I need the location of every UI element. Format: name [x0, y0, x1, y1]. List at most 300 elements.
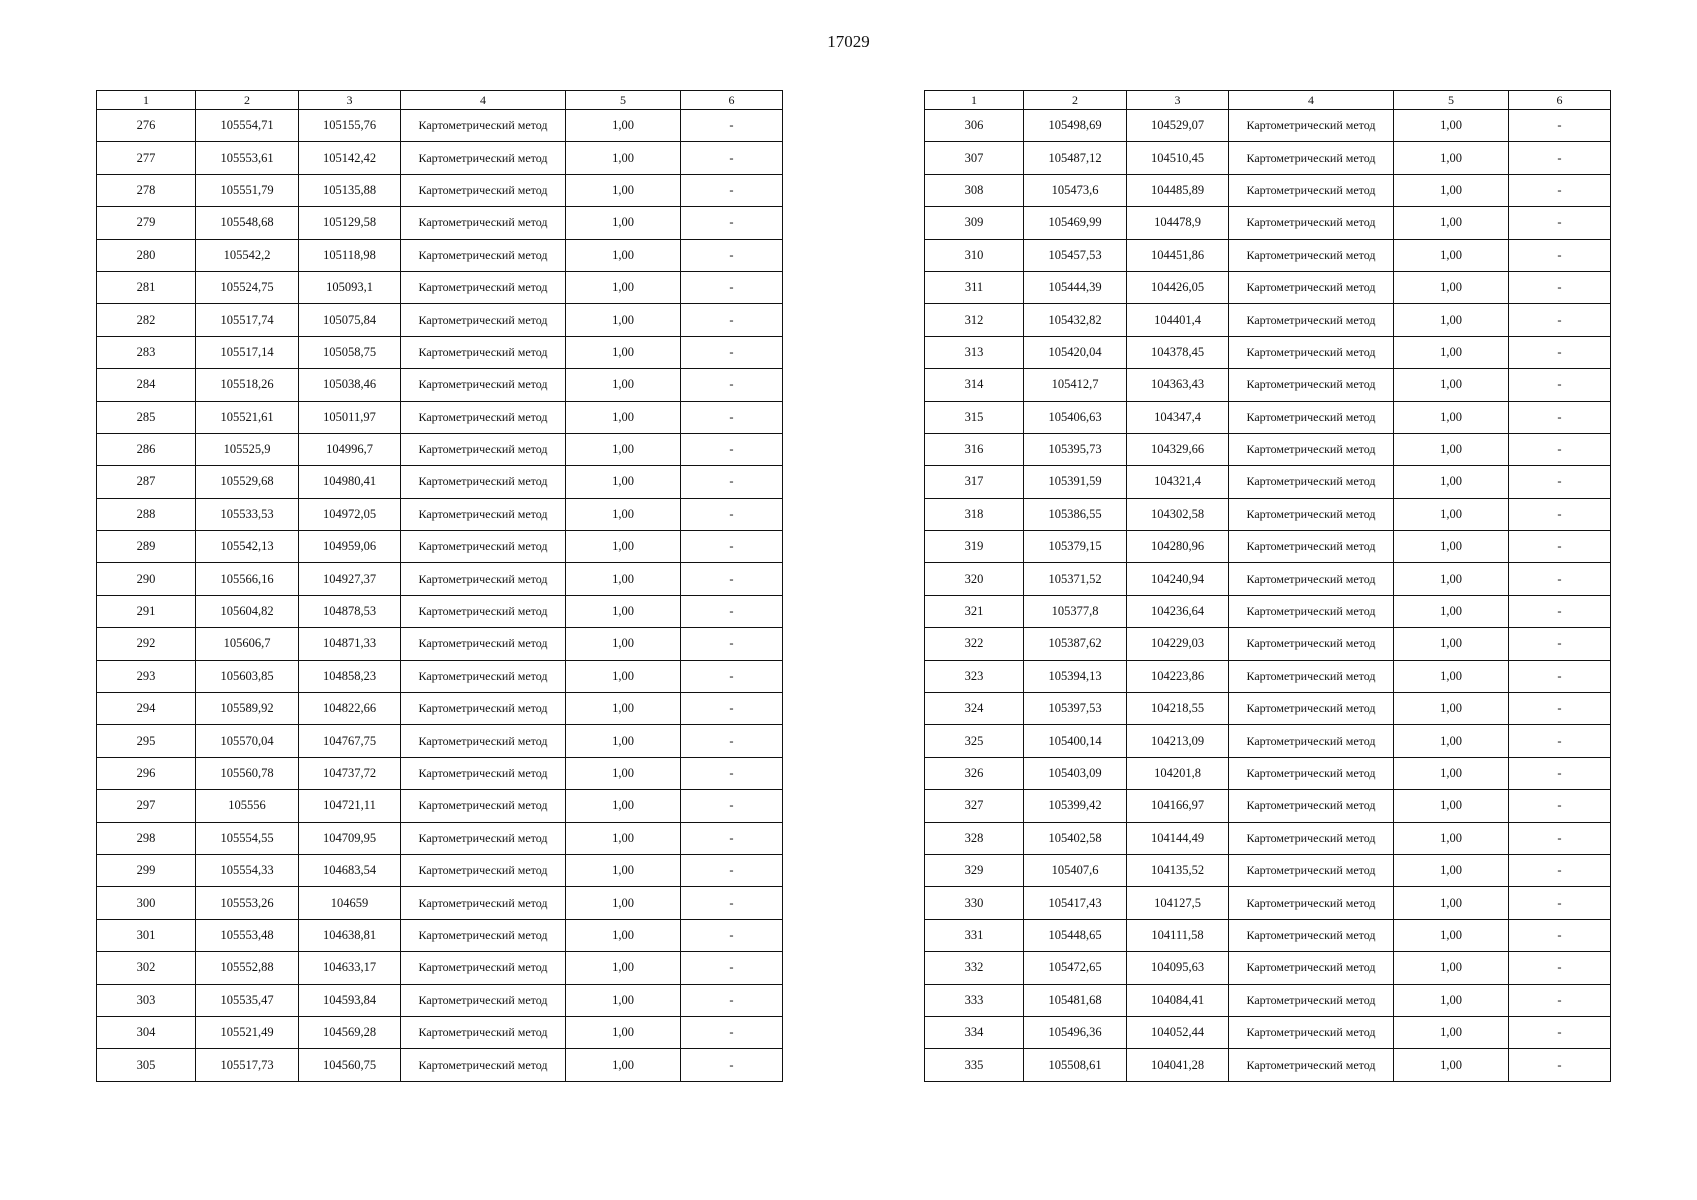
- point-number-cell: 295: [97, 725, 196, 757]
- y-coordinate-cell: 105155,76: [299, 110, 401, 142]
- point-number-cell: 286: [97, 433, 196, 465]
- accuracy-cell: 1,00: [566, 660, 681, 692]
- description-cell: -: [1509, 595, 1611, 627]
- description-cell: -: [1509, 725, 1611, 757]
- y-coordinate-cell: 104347,4: [1127, 401, 1229, 433]
- y-coordinate-cell: 104302,58: [1127, 498, 1229, 530]
- accuracy-cell: 1,00: [1394, 919, 1509, 951]
- table-row: [97, 304, 783, 336]
- method-cell: Картометрический метод: [1229, 110, 1394, 142]
- coordinates-table-right: [924, 90, 1611, 1082]
- table-row: [925, 174, 1611, 206]
- x-coordinate-cell: 105412,7: [1024, 369, 1127, 401]
- method-cell: Картометрический метод: [401, 142, 566, 174]
- y-coordinate-cell: 105011,97: [299, 401, 401, 433]
- table-row: [925, 271, 1611, 303]
- accuracy-cell: 1,00: [1394, 401, 1509, 433]
- description-cell: -: [1509, 952, 1611, 984]
- point-number-cell: 314: [925, 369, 1024, 401]
- y-coordinate-cell: 104451,86: [1127, 239, 1229, 271]
- description-cell: -: [681, 563, 783, 595]
- table-row: [97, 693, 783, 725]
- column-header-2: 2: [196, 91, 299, 110]
- x-coordinate-cell: 105518,26: [196, 369, 299, 401]
- method-cell: Картометрический метод: [1229, 822, 1394, 854]
- accuracy-cell: 1,00: [566, 854, 681, 886]
- x-coordinate-cell: 105457,53: [1024, 239, 1127, 271]
- accuracy-cell: 1,00: [1394, 110, 1509, 142]
- y-coordinate-cell: 104127,5: [1127, 887, 1229, 919]
- method-cell: Картометрический метод: [401, 693, 566, 725]
- x-coordinate-cell: 105553,61: [196, 142, 299, 174]
- x-coordinate-cell: 105371,52: [1024, 563, 1127, 595]
- description-cell: -: [681, 433, 783, 465]
- point-number-cell: 333: [925, 984, 1024, 1016]
- y-coordinate-cell: 104996,7: [299, 433, 401, 465]
- y-coordinate-cell: 104229,03: [1127, 628, 1229, 660]
- column-header-1: 1: [97, 91, 196, 110]
- x-coordinate-cell: 105560,78: [196, 757, 299, 789]
- description-cell: -: [1509, 628, 1611, 660]
- point-number-cell: 329: [925, 854, 1024, 886]
- description-cell: -: [1509, 693, 1611, 725]
- table-row: [97, 401, 783, 433]
- accuracy-cell: 1,00: [566, 531, 681, 563]
- method-cell: Картометрический метод: [1229, 693, 1394, 725]
- x-coordinate-cell: 105552,88: [196, 952, 299, 984]
- x-coordinate-cell: 105394,13: [1024, 660, 1127, 692]
- point-number-cell: 318: [925, 498, 1024, 530]
- column-header-6: 6: [681, 91, 783, 110]
- y-coordinate-cell: 104084,41: [1127, 984, 1229, 1016]
- table-row: [97, 1016, 783, 1048]
- description-cell: -: [1509, 304, 1611, 336]
- table-row: [97, 563, 783, 595]
- table-row: [925, 433, 1611, 465]
- description-cell: -: [681, 1016, 783, 1048]
- table-row: [925, 1016, 1611, 1048]
- description-cell: -: [681, 1049, 783, 1081]
- y-coordinate-cell: 104052,44: [1127, 1016, 1229, 1048]
- y-coordinate-cell: 104737,72: [299, 757, 401, 789]
- method-cell: Картометрический метод: [401, 563, 566, 595]
- y-coordinate-cell: 104569,28: [299, 1016, 401, 1048]
- point-number-cell: 276: [97, 110, 196, 142]
- table-row: [97, 952, 783, 984]
- method-cell: Картометрический метод: [401, 628, 566, 660]
- method-cell: Картометрический метод: [401, 822, 566, 854]
- x-coordinate-cell: 105473,6: [1024, 174, 1127, 206]
- y-coordinate-cell: 104927,37: [299, 563, 401, 595]
- description-cell: -: [1509, 433, 1611, 465]
- accuracy-cell: 1,00: [566, 952, 681, 984]
- accuracy-cell: 1,00: [566, 887, 681, 919]
- method-cell: Картометрический метод: [1229, 757, 1394, 789]
- method-cell: Картометрический метод: [1229, 207, 1394, 239]
- method-cell: Картометрический метод: [1229, 1016, 1394, 1048]
- method-cell: Картометрический метод: [401, 952, 566, 984]
- y-coordinate-cell: 104236,64: [1127, 595, 1229, 627]
- method-cell: Картометрический метод: [401, 725, 566, 757]
- description-cell: -: [681, 887, 783, 919]
- y-coordinate-cell: 104683,54: [299, 854, 401, 886]
- description-cell: -: [681, 207, 783, 239]
- method-cell: Картометрический метод: [1229, 563, 1394, 595]
- x-coordinate-cell: 105397,53: [1024, 693, 1127, 725]
- description-cell: -: [681, 660, 783, 692]
- point-number-cell: 298: [97, 822, 196, 854]
- description-cell: -: [681, 628, 783, 660]
- x-coordinate-cell: 105521,61: [196, 401, 299, 433]
- method-cell: Картометрический метод: [401, 595, 566, 627]
- y-coordinate-cell: 104659: [299, 887, 401, 919]
- method-cell: Картометрический метод: [1229, 660, 1394, 692]
- accuracy-cell: 1,00: [566, 919, 681, 951]
- x-coordinate-cell: 105400,14: [1024, 725, 1127, 757]
- point-number-cell: 293: [97, 660, 196, 692]
- table-row: [97, 174, 783, 206]
- point-number-cell: 326: [925, 757, 1024, 789]
- point-number-cell: 335: [925, 1049, 1024, 1081]
- y-coordinate-cell: 104401,4: [1127, 304, 1229, 336]
- table-row: [925, 498, 1611, 530]
- point-number-cell: 291: [97, 595, 196, 627]
- y-coordinate-cell: 105118,98: [299, 239, 401, 271]
- y-coordinate-cell: 104510,45: [1127, 142, 1229, 174]
- accuracy-cell: 1,00: [1394, 336, 1509, 368]
- method-cell: Картометрический метод: [1229, 984, 1394, 1016]
- description-cell: -: [1509, 207, 1611, 239]
- point-number-cell: 278: [97, 174, 196, 206]
- method-cell: Картометрический метод: [1229, 174, 1394, 206]
- table-row: [925, 110, 1611, 142]
- x-coordinate-cell: 105548,68: [196, 207, 299, 239]
- table-row: [97, 854, 783, 886]
- description-cell: -: [681, 531, 783, 563]
- accuracy-cell: 1,00: [1394, 498, 1509, 530]
- y-coordinate-cell: 104478,9: [1127, 207, 1229, 239]
- y-coordinate-cell: 104363,43: [1127, 369, 1229, 401]
- table-row: [925, 207, 1611, 239]
- y-coordinate-cell: 105135,88: [299, 174, 401, 206]
- point-number-cell: 290: [97, 563, 196, 595]
- description-cell: -: [681, 498, 783, 530]
- table-row: [97, 207, 783, 239]
- accuracy-cell: 1,00: [1394, 628, 1509, 660]
- table-row: [925, 142, 1611, 174]
- x-coordinate-cell: 105542,2: [196, 239, 299, 271]
- method-cell: Картометрический метод: [1229, 1049, 1394, 1081]
- x-coordinate-cell: 105407,6: [1024, 854, 1127, 886]
- method-cell: Картометрический метод: [401, 854, 566, 886]
- accuracy-cell: 1,00: [1394, 757, 1509, 789]
- x-coordinate-cell: 105554,71: [196, 110, 299, 142]
- description-cell: -: [681, 595, 783, 627]
- description-cell: -: [1509, 401, 1611, 433]
- x-coordinate-cell: 105553,48: [196, 919, 299, 951]
- description-cell: -: [1509, 919, 1611, 951]
- description-cell: -: [1509, 822, 1611, 854]
- method-cell: Картометрический метод: [1229, 595, 1394, 627]
- x-coordinate-cell: 105402,58: [1024, 822, 1127, 854]
- description-cell: -: [1509, 498, 1611, 530]
- x-coordinate-cell: 105517,14: [196, 336, 299, 368]
- table-row: [97, 660, 783, 692]
- table-row: [925, 887, 1611, 919]
- point-number-cell: 308: [925, 174, 1024, 206]
- point-number-cell: 283: [97, 336, 196, 368]
- table-row: [925, 369, 1611, 401]
- point-number-cell: 309: [925, 207, 1024, 239]
- y-coordinate-cell: 104041,28: [1127, 1049, 1229, 1081]
- point-number-cell: 306: [925, 110, 1024, 142]
- x-coordinate-cell: 105604,82: [196, 595, 299, 627]
- x-coordinate-cell: 105448,65: [1024, 919, 1127, 951]
- x-coordinate-cell: 105379,15: [1024, 531, 1127, 563]
- point-number-cell: 303: [97, 984, 196, 1016]
- y-coordinate-cell: 104633,17: [299, 952, 401, 984]
- x-coordinate-cell: 105406,63: [1024, 401, 1127, 433]
- x-coordinate-cell: 105391,59: [1024, 466, 1127, 498]
- x-coordinate-cell: 105525,9: [196, 433, 299, 465]
- point-number-cell: 300: [97, 887, 196, 919]
- method-cell: Картометрический метод: [1229, 401, 1394, 433]
- column-header-2: 2: [1024, 91, 1127, 110]
- point-number-cell: 305: [97, 1049, 196, 1081]
- description-cell: -: [681, 239, 783, 271]
- accuracy-cell: 1,00: [1394, 1049, 1509, 1081]
- accuracy-cell: 1,00: [566, 174, 681, 206]
- point-number-cell: 332: [925, 952, 1024, 984]
- description-cell: -: [1509, 336, 1611, 368]
- table-row: [925, 725, 1611, 757]
- table-row: [97, 919, 783, 951]
- table-row: [925, 757, 1611, 789]
- accuracy-cell: 1,00: [566, 757, 681, 789]
- description-cell: -: [681, 336, 783, 368]
- y-coordinate-cell: 104426,05: [1127, 271, 1229, 303]
- description-cell: -: [681, 757, 783, 789]
- x-coordinate-cell: 105566,16: [196, 563, 299, 595]
- x-coordinate-cell: 105498,69: [1024, 110, 1127, 142]
- accuracy-cell: 1,00: [566, 239, 681, 271]
- description-cell: -: [681, 952, 783, 984]
- page-number: 17029: [827, 32, 870, 51]
- x-coordinate-cell: 105551,79: [196, 174, 299, 206]
- x-coordinate-cell: 105535,47: [196, 984, 299, 1016]
- point-number-cell: 299: [97, 854, 196, 886]
- method-cell: Картометрический метод: [1229, 369, 1394, 401]
- point-number-cell: 325: [925, 725, 1024, 757]
- description-cell: -: [1509, 563, 1611, 595]
- description-cell: -: [1509, 110, 1611, 142]
- accuracy-cell: 1,00: [1394, 595, 1509, 627]
- table-row: [97, 822, 783, 854]
- table-row: [97, 757, 783, 789]
- x-coordinate-cell: 105521,49: [196, 1016, 299, 1048]
- table-row: [925, 693, 1611, 725]
- accuracy-cell: 1,00: [1394, 725, 1509, 757]
- y-coordinate-cell: 104593,84: [299, 984, 401, 1016]
- point-number-cell: 284: [97, 369, 196, 401]
- method-cell: Картометрический метод: [1229, 466, 1394, 498]
- accuracy-cell: 1,00: [1394, 1016, 1509, 1048]
- y-coordinate-cell: 104529,07: [1127, 110, 1229, 142]
- accuracy-cell: 1,00: [566, 369, 681, 401]
- description-cell: -: [681, 790, 783, 822]
- y-coordinate-cell: 105058,75: [299, 336, 401, 368]
- accuracy-cell: 1,00: [1394, 563, 1509, 595]
- description-cell: -: [1509, 369, 1611, 401]
- x-coordinate-cell: 105524,75: [196, 271, 299, 303]
- point-number-cell: 279: [97, 207, 196, 239]
- x-coordinate-cell: 105399,42: [1024, 790, 1127, 822]
- table-row: [925, 531, 1611, 563]
- x-coordinate-cell: 105496,36: [1024, 1016, 1127, 1048]
- method-cell: Картометрический метод: [1229, 725, 1394, 757]
- x-coordinate-cell: 105508,61: [1024, 1049, 1127, 1081]
- table-row: [97, 887, 783, 919]
- column-header-3: 3: [1127, 91, 1229, 110]
- y-coordinate-cell: 104959,06: [299, 531, 401, 563]
- method-cell: Картометрический метод: [1229, 239, 1394, 271]
- description-cell: -: [681, 822, 783, 854]
- point-number-cell: 282: [97, 304, 196, 336]
- accuracy-cell: 1,00: [1394, 822, 1509, 854]
- description-cell: -: [1509, 142, 1611, 174]
- method-cell: Картометрический метод: [401, 336, 566, 368]
- table-row: [925, 984, 1611, 1016]
- description-cell: -: [681, 304, 783, 336]
- column-header-5: 5: [566, 91, 681, 110]
- description-cell: -: [681, 369, 783, 401]
- method-cell: Картометрический метод: [1229, 531, 1394, 563]
- accuracy-cell: 1,00: [566, 595, 681, 627]
- y-coordinate-cell: 104871,33: [299, 628, 401, 660]
- accuracy-cell: 1,00: [1394, 660, 1509, 692]
- accuracy-cell: 1,00: [566, 1016, 681, 1048]
- method-cell: Картометрический метод: [401, 1049, 566, 1081]
- description-cell: -: [1509, 174, 1611, 206]
- x-coordinate-cell: 105420,04: [1024, 336, 1127, 368]
- method-cell: Картометрический метод: [401, 757, 566, 789]
- x-coordinate-cell: 105472,65: [1024, 952, 1127, 984]
- method-cell: Картометрический метод: [401, 271, 566, 303]
- accuracy-cell: 1,00: [1394, 433, 1509, 465]
- point-number-cell: 322: [925, 628, 1024, 660]
- y-coordinate-cell: 104858,23: [299, 660, 401, 692]
- description-cell: -: [681, 142, 783, 174]
- x-coordinate-cell: 105606,7: [196, 628, 299, 660]
- point-number-cell: 320: [925, 563, 1024, 595]
- point-number-cell: 292: [97, 628, 196, 660]
- point-number-cell: 312: [925, 304, 1024, 336]
- method-cell: Картометрический метод: [401, 110, 566, 142]
- y-coordinate-cell: 104144,49: [1127, 822, 1229, 854]
- x-coordinate-cell: 105386,55: [1024, 498, 1127, 530]
- x-coordinate-cell: 105481,68: [1024, 984, 1127, 1016]
- x-coordinate-cell: 105554,55: [196, 822, 299, 854]
- accuracy-cell: 1,00: [1394, 271, 1509, 303]
- description-cell: -: [681, 919, 783, 951]
- method-cell: Картометрический метод: [401, 919, 566, 951]
- method-cell: Картометрический метод: [1229, 628, 1394, 660]
- point-number-cell: 323: [925, 660, 1024, 692]
- point-number-cell: 301: [97, 919, 196, 951]
- accuracy-cell: 1,00: [1394, 304, 1509, 336]
- table-row: [97, 110, 783, 142]
- accuracy-cell: 1,00: [1394, 854, 1509, 886]
- method-cell: Картометрический метод: [1229, 142, 1394, 174]
- table-row: [97, 790, 783, 822]
- point-number-cell: 304: [97, 1016, 196, 1048]
- accuracy-cell: 1,00: [1394, 239, 1509, 271]
- coordinates-table-left: [96, 90, 783, 1082]
- accuracy-cell: 1,00: [566, 466, 681, 498]
- accuracy-cell: 1,00: [1394, 887, 1509, 919]
- method-cell: Картометрический метод: [1229, 433, 1394, 465]
- method-cell: Картометрический метод: [401, 369, 566, 401]
- x-coordinate-cell: 105432,82: [1024, 304, 1127, 336]
- method-cell: Картометрический метод: [401, 401, 566, 433]
- table-row: [925, 919, 1611, 951]
- table-row: [97, 239, 783, 271]
- x-coordinate-cell: 105469,99: [1024, 207, 1127, 239]
- y-coordinate-cell: 105129,58: [299, 207, 401, 239]
- description-cell: -: [681, 174, 783, 206]
- description-cell: -: [1509, 271, 1611, 303]
- description-cell: -: [1509, 790, 1611, 822]
- description-cell: -: [681, 854, 783, 886]
- y-coordinate-cell: 104638,81: [299, 919, 401, 951]
- method-cell: Картометрический метод: [401, 790, 566, 822]
- x-coordinate-cell: 105417,43: [1024, 887, 1127, 919]
- point-number-cell: 313: [925, 336, 1024, 368]
- description-cell: -: [681, 401, 783, 433]
- accuracy-cell: 1,00: [566, 563, 681, 595]
- column-header-3: 3: [299, 91, 401, 110]
- method-cell: Картометрический метод: [1229, 887, 1394, 919]
- y-coordinate-cell: 105038,46: [299, 369, 401, 401]
- accuracy-cell: 1,00: [1394, 466, 1509, 498]
- description-cell: -: [681, 693, 783, 725]
- y-coordinate-cell: 104166,97: [1127, 790, 1229, 822]
- table-row: [925, 1049, 1611, 1081]
- point-number-cell: 328: [925, 822, 1024, 854]
- x-coordinate-cell: 105542,13: [196, 531, 299, 563]
- table-row: [925, 660, 1611, 692]
- y-coordinate-cell: 104135,52: [1127, 854, 1229, 886]
- description-cell: -: [681, 110, 783, 142]
- accuracy-cell: 1,00: [566, 433, 681, 465]
- method-cell: Картометрический метод: [401, 466, 566, 498]
- method-cell: Картометрический метод: [401, 531, 566, 563]
- table-row: [97, 271, 783, 303]
- table-row: [97, 433, 783, 465]
- method-cell: Картометрический метод: [1229, 790, 1394, 822]
- method-cell: Картометрический метод: [401, 1016, 566, 1048]
- method-cell: Картометрический метод: [401, 174, 566, 206]
- point-number-cell: 316: [925, 433, 1024, 465]
- table-body: [97, 110, 783, 1082]
- column-header-1: 1: [925, 91, 1024, 110]
- description-cell: -: [1509, 660, 1611, 692]
- accuracy-cell: 1,00: [566, 271, 681, 303]
- point-number-cell: 285: [97, 401, 196, 433]
- description-cell: -: [1509, 887, 1611, 919]
- y-coordinate-cell: 104560,75: [299, 1049, 401, 1081]
- table-row: [97, 725, 783, 757]
